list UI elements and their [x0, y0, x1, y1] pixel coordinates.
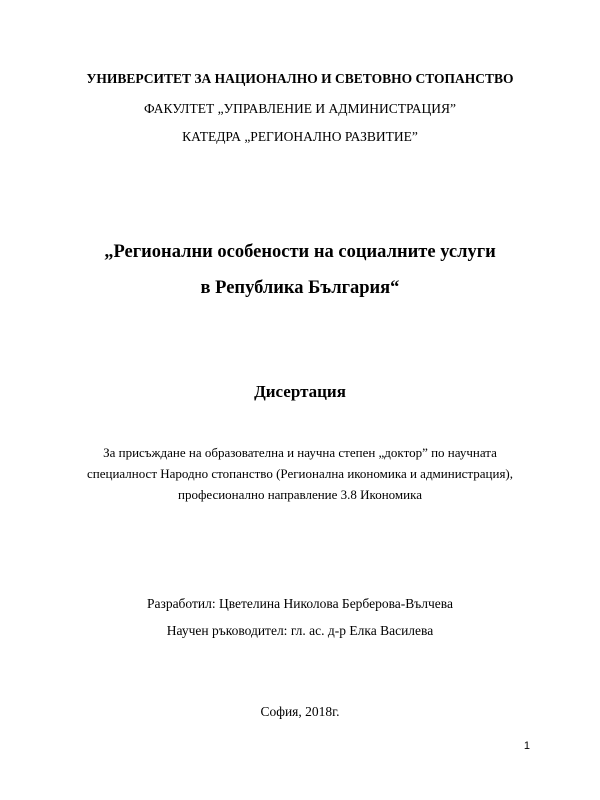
- faculty-name: ФАКУЛТЕТ „УПРАВЛЕНИЕ И АДМИНИСТРАЦИЯ”: [143, 101, 457, 116]
- department-name: КАТЕДРА „РЕГИОНАЛНО РАЗВИТИЕ”: [182, 129, 418, 144]
- document-type-heading: Дисертация: [254, 382, 346, 401]
- page-number: 1: [523, 740, 530, 752]
- dissertation-title-line-2: в Република България“: [200, 278, 400, 298]
- university-name: УНИВЕРСИТЕТ ЗА НАЦИОНАЛНО И СВЕТОВНО СТОПАНСТВО: [86, 71, 514, 86]
- place-and-date: София, 2018г.: [260, 704, 340, 719]
- degree-description-line-2: специалност Народно стопанство (Регионална икономика и администрация),: [86, 466, 514, 481]
- degree-description-line-3: професионално направление 3.8 Икономика: [177, 487, 422, 502]
- author-credit: Разработил: Цветелина Николова Берберова-Вълчева: [146, 596, 453, 611]
- supervisor-credit: Научен ръководител: гл. ас. д-р Елка Василева: [166, 623, 434, 638]
- degree-description-line-1: За присъждане на образователна и научна степен „доктор” по научната: [103, 445, 497, 460]
- dissertation-title-line-1: „Регионални особености на социалните услуги: [104, 242, 496, 262]
